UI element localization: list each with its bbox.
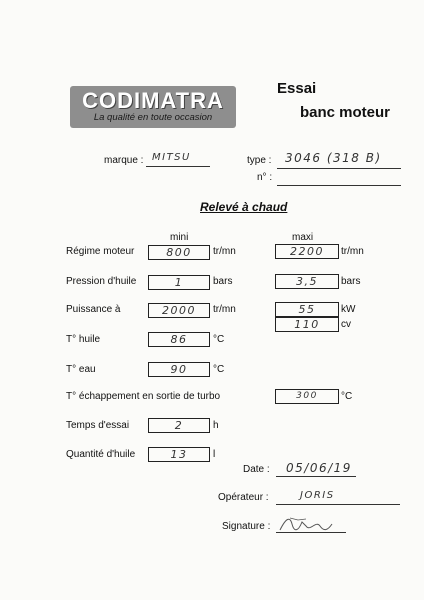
puissance-cv-unit: cv (341, 319, 351, 330)
quantite-label: Quantité d'huile (66, 449, 136, 460)
t-eau-unit: °C (213, 364, 225, 375)
codimatra-logo (70, 86, 236, 128)
temps-label: Temps d'essai (66, 420, 130, 431)
regime-maxi-field: 2200 (275, 244, 339, 259)
puissance-label: Puissance à (66, 304, 121, 315)
t-echappement-field: 300 (275, 389, 339, 404)
t-eau-field: 90 (148, 362, 210, 377)
regime-maxi-unit: tr/mn (341, 246, 364, 257)
regime-label: Régime moteur (66, 246, 135, 257)
marque-value: MITSU (152, 152, 191, 163)
puissance-kw-field: 55 (275, 302, 339, 317)
column-mini: mini (170, 232, 189, 243)
numero-underline (277, 185, 401, 186)
puissance-cv-field: 110 (275, 317, 339, 332)
date-underline (276, 476, 356, 477)
puissance-mini-field: 2000 (148, 303, 210, 318)
section-title: Relevé à chaud (200, 200, 288, 214)
pression-mini-unit: bars (213, 276, 233, 287)
t-huile-field: 86 (148, 332, 210, 347)
numero-label: n° : (257, 172, 273, 183)
temps-field: 2 (148, 418, 210, 433)
type-label: type : (247, 155, 272, 166)
t-echappement-label: T° échappement en sortie de turbo (66, 391, 221, 402)
operateur-underline (276, 504, 400, 505)
type-value: 3046 (318 B) (285, 151, 382, 165)
t-huile-unit: °C (213, 334, 225, 345)
pression-maxi-unit: bars (341, 276, 361, 287)
operateur-label: Opérateur : (218, 492, 269, 503)
logo-tagline: La qualité en toute occasion (93, 112, 213, 123)
pression-maxi-field: 3,5 (275, 274, 339, 289)
column-maxi: maxi (292, 232, 314, 243)
puissance-kw-unit: kW (341, 304, 356, 315)
quantite-field: 13 (148, 447, 210, 462)
pression-label: Pression d'huile (66, 276, 137, 287)
puissance-mini-unit: tr/mn (213, 304, 236, 315)
t-huile-label: T° huile (66, 334, 101, 345)
t-echappement-unit: °C (341, 391, 353, 402)
logo-brand: CODIMATRA (82, 88, 224, 113)
type-underline (277, 168, 401, 169)
date-label: Date : (243, 464, 270, 475)
marque-label: marque : (104, 155, 144, 166)
signature-underline (276, 532, 346, 533)
pression-mini-field: 1 (148, 275, 210, 290)
temps-unit: h (213, 420, 219, 431)
operateur-value: JORIS (300, 490, 335, 501)
regime-mini-field: 800 (148, 245, 210, 260)
title-banc-moteur: banc moteur (300, 104, 391, 121)
marque-underline (146, 166, 210, 167)
date-value: 05/06/19 (286, 461, 352, 475)
signature-label: Signature : (222, 521, 271, 532)
regime-mini-unit: tr/mn (213, 246, 236, 257)
title-essai: Essai (277, 80, 317, 97)
quantite-unit: l (213, 449, 216, 460)
t-eau-label: T° eau (66, 364, 96, 375)
